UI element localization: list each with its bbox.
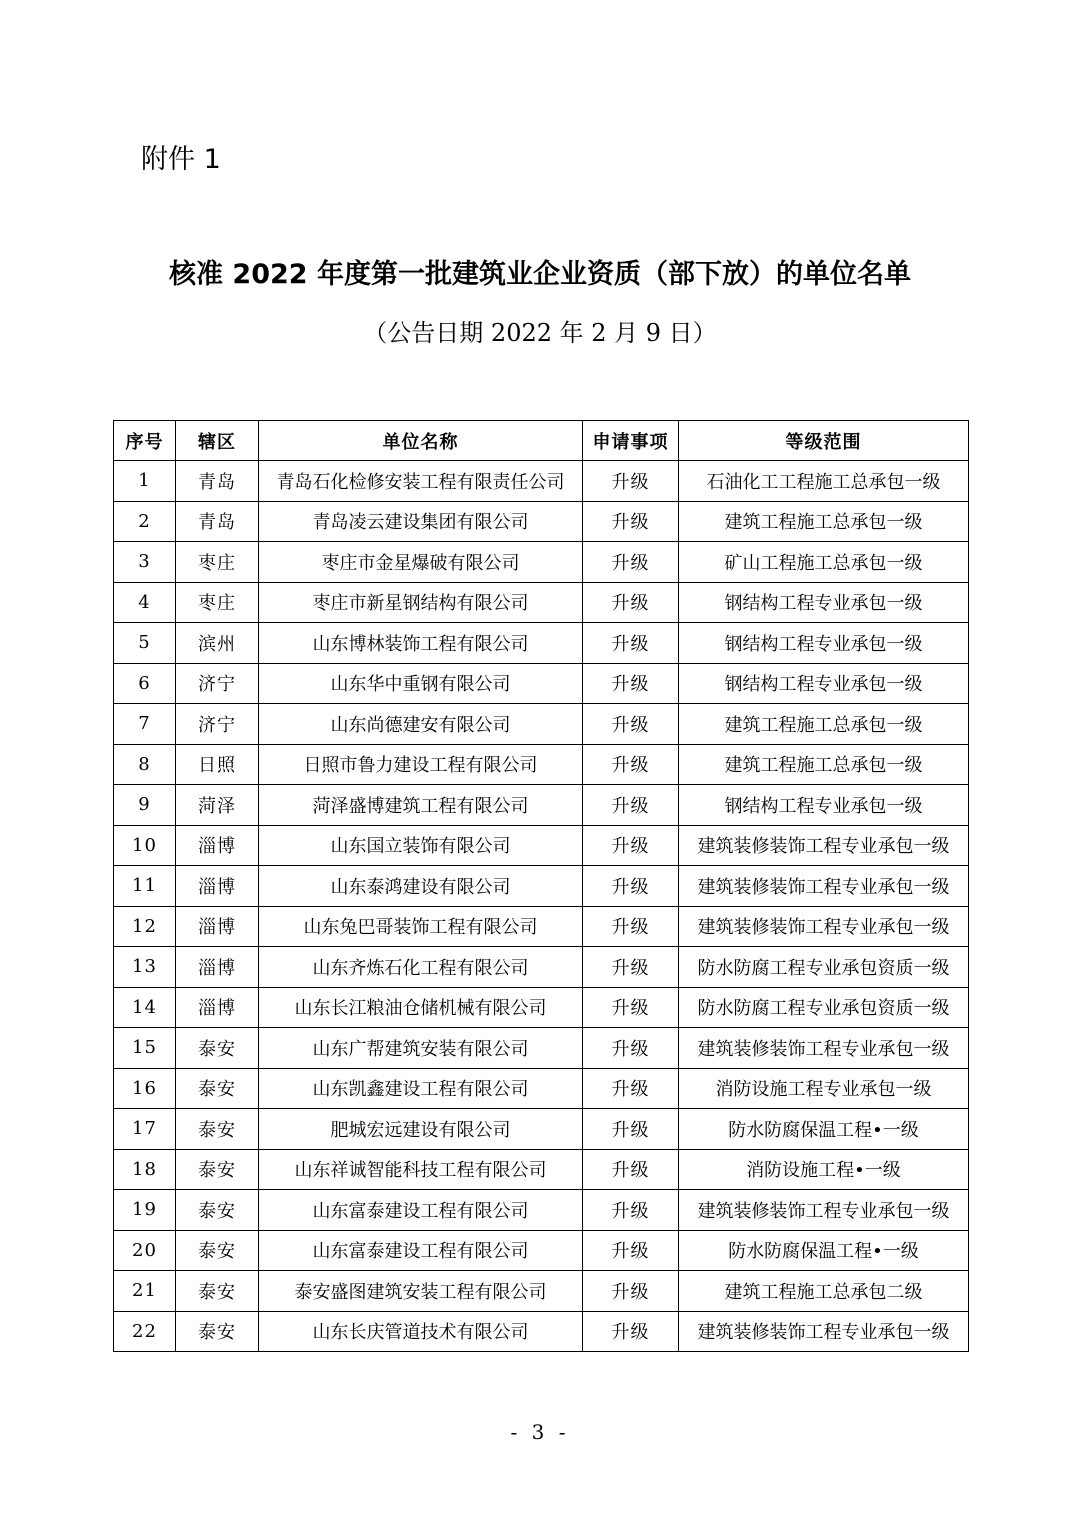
serial-cell: 2 (114, 501, 176, 542)
application-cell: 升级 (583, 825, 679, 866)
serial-cell: 19 (114, 1190, 176, 1231)
application-cell: 升级 (583, 1028, 679, 1069)
company-name-cell: 山东齐炼石化工程有限公司 (259, 947, 583, 988)
application-cell: 升级 (583, 1109, 679, 1150)
district-cell: 滨州 (176, 623, 259, 664)
serial-cell: 6 (114, 663, 176, 704)
company-name-cell: 泰安盛图建筑安装工程有限公司 (259, 1271, 583, 1312)
grade-scope-cell: 钢结构工程专业承包一级 (679, 785, 969, 826)
district-cell: 青岛 (176, 501, 259, 542)
application-cell: 升级 (583, 1190, 679, 1231)
serial-cell: 21 (114, 1271, 176, 1312)
header-company: 单位名称 (259, 421, 583, 461)
grade-scope-cell: 建筑装修装饰工程专业承包一级 (679, 906, 969, 947)
serial-cell: 15 (114, 1028, 176, 1069)
approval-roster-table (113, 420, 969, 1352)
serial-cell: 12 (114, 906, 176, 947)
company-name-cell: 枣庄市新星钢结构有限公司 (259, 582, 583, 623)
serial-cell: 3 (114, 542, 176, 583)
district-cell: 枣庄 (176, 582, 259, 623)
table-row (114, 866, 969, 907)
serial-cell: 20 (114, 1230, 176, 1271)
district-cell: 淄博 (176, 906, 259, 947)
table-row (114, 461, 969, 502)
table-row (114, 663, 969, 704)
company-name-cell: 青岛凌云建设集团有限公司 (259, 501, 583, 542)
serial-cell: 9 (114, 785, 176, 826)
company-name-cell: 山东富泰建设工程有限公司 (259, 1230, 583, 1271)
application-cell: 升级 (583, 461, 679, 502)
grade-scope-cell: 钢结构工程专业承包一级 (679, 623, 969, 664)
company-name-cell: 山东华中重钢有限公司 (259, 663, 583, 704)
table-row (114, 744, 969, 785)
application-cell: 升级 (583, 1230, 679, 1271)
company-name-cell: 山东长江粮油仓储机械有限公司 (259, 987, 583, 1028)
header-grade-scope: 等级范围 (679, 421, 969, 461)
company-name-cell: 山东博林装饰工程有限公司 (259, 623, 583, 664)
serial-cell: 22 (114, 1311, 176, 1352)
application-cell: 升级 (583, 785, 679, 826)
company-name-cell: 山东兔巴哥装饰工程有限公司 (259, 906, 583, 947)
grade-scope-cell: 消防设施工程专业承包一级 (679, 1068, 969, 1109)
district-cell: 济宁 (176, 663, 259, 704)
table-row (114, 623, 969, 664)
grade-scope-cell: 建筑工程施工总承包二级 (679, 1271, 969, 1312)
district-cell: 泰安 (176, 1068, 259, 1109)
district-cell: 泰安 (176, 1190, 259, 1231)
table-row (114, 906, 969, 947)
district-cell: 青岛 (176, 461, 259, 502)
serial-cell: 13 (114, 947, 176, 988)
district-cell: 泰安 (176, 1109, 259, 1150)
application-cell: 升级 (583, 542, 679, 583)
table-row (114, 825, 969, 866)
table-row (114, 1230, 969, 1271)
company-name-cell: 菏泽盛博建筑工程有限公司 (259, 785, 583, 826)
table-row (114, 501, 969, 542)
company-name-cell: 山东国立装饰有限公司 (259, 825, 583, 866)
attachment-label: 附件 1 (141, 144, 221, 175)
company-name-cell: 日照市鲁力建设工程有限公司 (259, 744, 583, 785)
table-row (114, 1271, 969, 1312)
district-cell: 泰安 (176, 1311, 259, 1352)
table-row (114, 582, 969, 623)
grade-scope-cell: 防水防腐工程专业承包资质一级 (679, 947, 969, 988)
application-cell: 升级 (583, 1068, 679, 1109)
serial-cell: 1 (114, 461, 176, 502)
company-name-cell: 枣庄市金星爆破有限公司 (259, 542, 583, 583)
header-district: 辖区 (176, 421, 259, 461)
serial-cell: 11 (114, 866, 176, 907)
table-row (114, 542, 969, 583)
district-cell: 淄博 (176, 866, 259, 907)
serial-cell: 4 (114, 582, 176, 623)
grade-scope-cell: 建筑装修装饰工程专业承包一级 (679, 866, 969, 907)
district-cell: 泰安 (176, 1271, 259, 1312)
application-cell: 升级 (583, 501, 679, 542)
table-row (114, 947, 969, 988)
district-cell: 日照 (176, 744, 259, 785)
table-row (114, 1028, 969, 1069)
district-cell: 泰安 (176, 1028, 259, 1069)
table-row (114, 1311, 969, 1352)
document-title: 核准 2022 年度第一批建筑业企业资质（部下放）的单位名单 (169, 259, 911, 290)
company-name-cell: 山东祥诚智能科技工程有限公司 (259, 1149, 583, 1190)
company-name-cell: 山东广帮建筑安装有限公司 (259, 1028, 583, 1069)
serial-cell: 7 (114, 704, 176, 745)
serial-cell: 16 (114, 1068, 176, 1109)
grade-scope-cell: 建筑装修装饰工程专业承包一级 (679, 825, 969, 866)
grade-scope-cell: 建筑装修装饰工程专业承包一级 (679, 1311, 969, 1352)
district-cell: 淄博 (176, 825, 259, 866)
grade-scope-cell: 消防设施工程•一级 (679, 1149, 969, 1190)
table-row (114, 1190, 969, 1231)
header-serial: 序号 (114, 421, 176, 461)
serial-cell: 17 (114, 1109, 176, 1150)
header-application: 申请事项 (583, 421, 679, 461)
serial-cell: 10 (114, 825, 176, 866)
company-name-cell: 肥城宏远建设有限公司 (259, 1109, 583, 1150)
grade-scope-cell: 钢结构工程专业承包一级 (679, 663, 969, 704)
serial-cell: 5 (114, 623, 176, 664)
district-cell: 泰安 (176, 1230, 259, 1271)
grade-scope-cell: 防水防腐工程专业承包资质一级 (679, 987, 969, 1028)
company-name-cell: 山东尚德建安有限公司 (259, 704, 583, 745)
application-cell: 升级 (583, 1149, 679, 1190)
serial-cell: 8 (114, 744, 176, 785)
grade-scope-cell: 建筑装修装饰工程专业承包一级 (679, 1028, 969, 1069)
district-cell: 济宁 (176, 704, 259, 745)
application-cell: 升级 (583, 906, 679, 947)
company-name-cell: 青岛石化检修安装工程有限责任公司 (259, 461, 583, 502)
company-name-cell: 山东长庆管道技术有限公司 (259, 1311, 583, 1352)
page-number: - 3 - (510, 1420, 570, 1444)
company-name-cell: 山东富泰建设工程有限公司 (259, 1190, 583, 1231)
district-cell: 泰安 (176, 1149, 259, 1190)
announcement-date: （公告日期 2022 年 2 月 9 日） (363, 319, 717, 347)
grade-scope-cell: 建筑工程施工总承包一级 (679, 744, 969, 785)
grade-scope-cell: 建筑装修装饰工程专业承包一级 (679, 1190, 969, 1231)
serial-cell: 18 (114, 1149, 176, 1190)
table-row (114, 1149, 969, 1190)
application-cell: 升级 (583, 1311, 679, 1352)
grade-scope-cell: 建筑工程施工总承包一级 (679, 501, 969, 542)
grade-scope-cell: 防水防腐保温工程•一级 (679, 1109, 969, 1150)
grade-scope-cell: 矿山工程施工总承包一级 (679, 542, 969, 583)
table-row (114, 987, 969, 1028)
grade-scope-cell: 石油化工工程施工总承包一级 (679, 461, 969, 502)
district-cell: 淄博 (176, 947, 259, 988)
company-name-cell: 山东泰鸿建设有限公司 (259, 866, 583, 907)
application-cell: 升级 (583, 866, 679, 907)
application-cell: 升级 (583, 947, 679, 988)
application-cell: 升级 (583, 663, 679, 704)
application-cell: 升级 (583, 582, 679, 623)
application-cell: 升级 (583, 987, 679, 1028)
district-cell: 菏泽 (176, 785, 259, 826)
serial-cell: 14 (114, 987, 176, 1028)
application-cell: 升级 (583, 623, 679, 664)
grade-scope-cell: 钢结构工程专业承包一级 (679, 582, 969, 623)
table-row (114, 704, 969, 745)
application-cell: 升级 (583, 704, 679, 745)
table-header-row (114, 421, 969, 461)
table-body (114, 461, 969, 1352)
application-cell: 升级 (583, 744, 679, 785)
company-name-cell: 山东凯鑫建设工程有限公司 (259, 1068, 583, 1109)
grade-scope-cell: 建筑工程施工总承包一级 (679, 704, 969, 745)
grade-scope-cell: 防水防腐保温工程•一级 (679, 1230, 969, 1271)
district-cell: 淄博 (176, 987, 259, 1028)
district-cell: 枣庄 (176, 542, 259, 583)
table-row (114, 785, 969, 826)
table-row (114, 1109, 969, 1150)
table-row (114, 1068, 969, 1109)
application-cell: 升级 (583, 1271, 679, 1312)
